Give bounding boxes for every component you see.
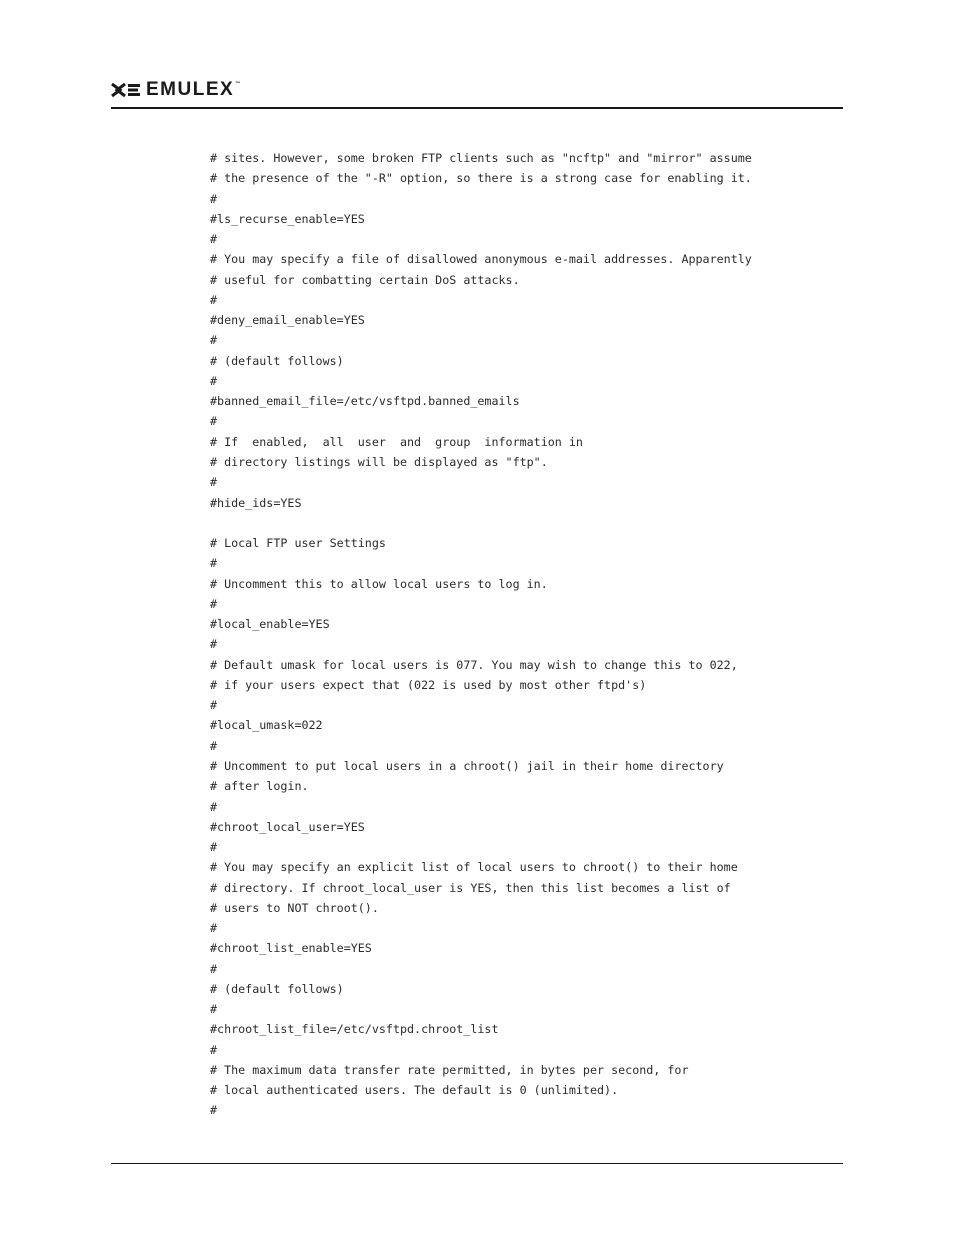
code-line: #chroot_list_enable=YES bbox=[210, 941, 372, 956]
code-line: # (default follows) bbox=[210, 981, 344, 996]
page-header bbox=[111, 80, 843, 110]
code-line: # bbox=[210, 373, 218, 388]
code-line: # bbox=[210, 799, 218, 814]
code-line: # Uncomment to put local users in a chroot() jail in their home directory bbox=[210, 758, 724, 773]
code-line: #hide_ids=YES bbox=[210, 495, 302, 510]
code-line: # Uncomment this to allow local users to log in. bbox=[210, 576, 548, 591]
code-line: # If enabled, all user and group information in bbox=[210, 434, 583, 449]
code-line: # bbox=[210, 637, 218, 652]
code-line: # bbox=[210, 738, 218, 753]
code-line: # if your users expect that (022 is used by most other ftpd's) bbox=[210, 677, 647, 692]
code-line: #local_umask=022 bbox=[210, 718, 323, 733]
code-line: # bbox=[210, 921, 218, 936]
code-line: # useful for combatting certain DoS attacks. bbox=[210, 272, 520, 287]
footer-divider bbox=[111, 1163, 843, 1164]
code-line: # bbox=[210, 1042, 218, 1057]
logo-text: EMULEX bbox=[146, 79, 235, 100]
code-line: # (default follows) bbox=[210, 353, 344, 368]
code-line bbox=[210, 513, 752, 533]
code-line: # bbox=[210, 1103, 218, 1118]
code-line: #deny_email_enable=YES bbox=[210, 313, 365, 328]
code-line: # bbox=[210, 698, 218, 713]
logo-wordmark bbox=[146, 80, 242, 100]
code-line: # directory. If chroot_local_user is YES, then this list becomes a list of bbox=[210, 880, 731, 895]
code-line: # Local FTP user Settings bbox=[210, 536, 386, 551]
code-line: # users to NOT chroot(). bbox=[210, 900, 379, 915]
code-line: # bbox=[210, 961, 218, 976]
code-line: # bbox=[210, 333, 218, 348]
code-line: # local authenticated users. The default is 0 (unlimited). bbox=[210, 1083, 619, 1098]
emulex-logo-icon bbox=[111, 82, 141, 98]
code-line: # bbox=[210, 556, 218, 571]
code-line: # bbox=[210, 191, 218, 206]
code-line: # You may specify an explicit list of local users to chroot() to their home bbox=[210, 860, 738, 875]
code-line: # sites. However, some broken FTP clients such as "ncftp" and "mirror" assume bbox=[210, 151, 752, 165]
trademark-mark: ™ bbox=[235, 81, 242, 87]
code-line: #chroot_local_user=YES bbox=[210, 819, 365, 834]
code-line: #local_enable=YES bbox=[210, 617, 330, 632]
code-line: # bbox=[210, 1002, 218, 1017]
code-line: # after login. bbox=[210, 779, 309, 794]
emulex-logo bbox=[111, 80, 242, 100]
code-line: # bbox=[210, 840, 218, 855]
code-line: # directory listings will be displayed as "ftp". bbox=[210, 454, 548, 469]
code-line: # the presence of the "-R" option, so there is a strong case for enabling it. bbox=[210, 171, 752, 186]
header-divider bbox=[111, 107, 843, 109]
code-line: # The maximum data transfer rate permitted, in bytes per second, for bbox=[210, 1062, 689, 1077]
code-line: # You may specify a file of disallowed anonymous e-mail addresses. Apparently bbox=[210, 252, 752, 267]
code-line: # bbox=[210, 475, 218, 490]
code-line: # bbox=[210, 414, 218, 429]
code-line: #chroot_list_file=/etc/vsftpd.chroot_list bbox=[210, 1022, 499, 1037]
vsftpd-config-listing bbox=[210, 148, 752, 1121]
code-line: #ls_recurse_enable=YES bbox=[210, 211, 365, 226]
code-line: # Default umask for local users is 077. You may wish to change this to 022, bbox=[210, 657, 738, 672]
code-line: # bbox=[210, 232, 218, 247]
code-line: # bbox=[210, 596, 218, 611]
code-line: #banned_email_file=/etc/vsftpd.banned_emails bbox=[210, 394, 520, 409]
code-line: # bbox=[210, 292, 218, 307]
